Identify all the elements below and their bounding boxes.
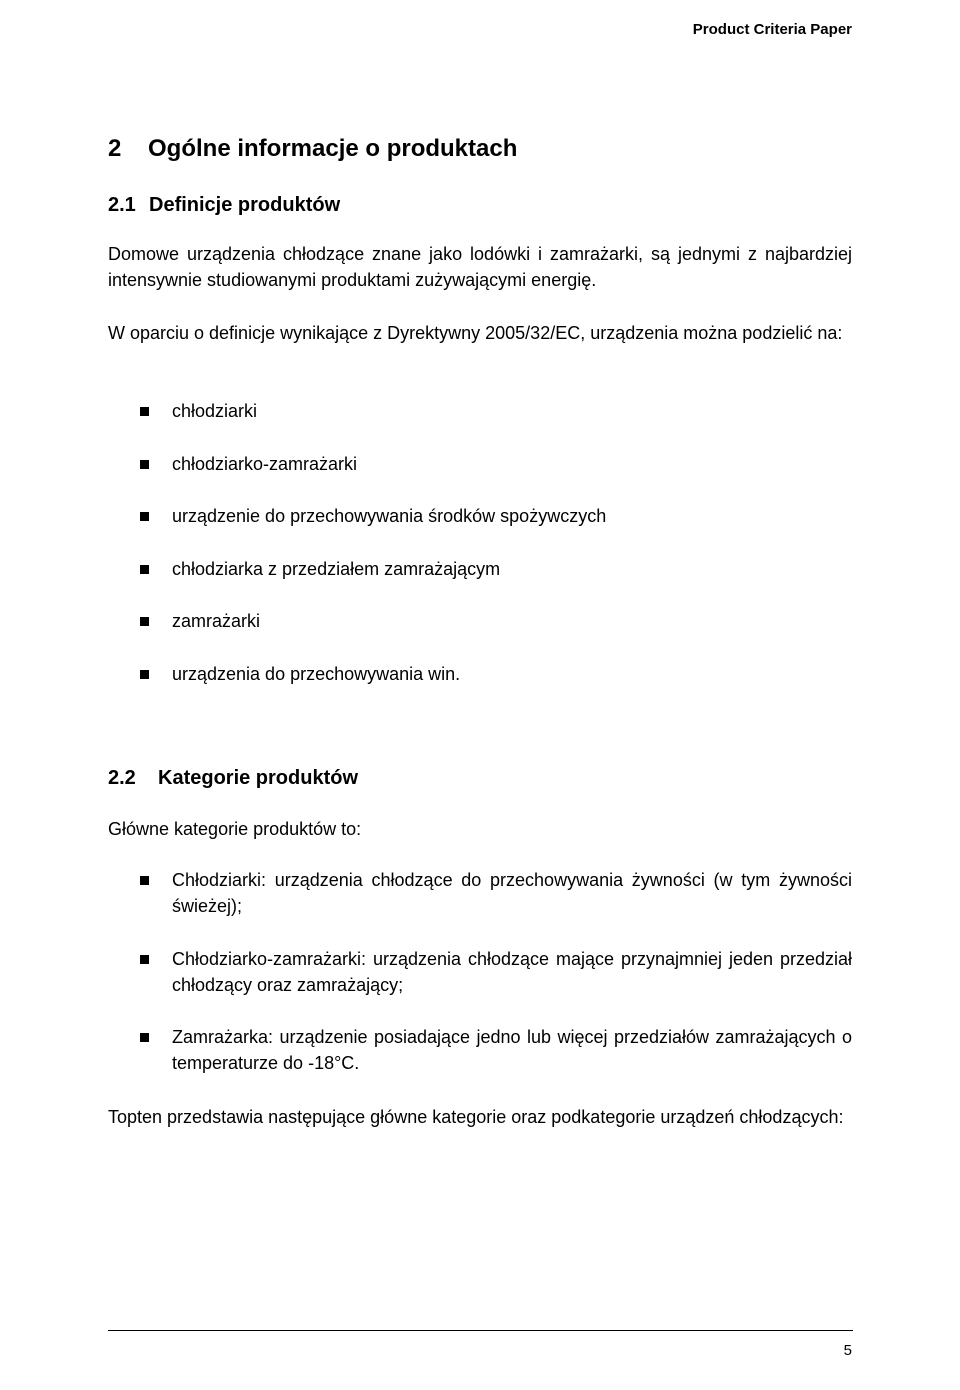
section-2-heading [108, 135, 517, 163]
bullet-icon [140, 670, 149, 679]
categories-intro: Główne kategorie produktów to: [108, 819, 362, 839]
page-number: 5 [843, 1342, 852, 1359]
definitions-list-item: chłodziarka z przedziałem zamrażającym [172, 559, 501, 579]
section-2-2-title: Kategorie produktów [158, 767, 359, 789]
definitions-list-item: urządzenie do przechowywania środków spożywczych [172, 506, 607, 526]
section-2-title: Ogólne informacje o produktach [148, 135, 518, 162]
bullet-icon [140, 955, 149, 964]
categories-list-item: Chłodziarko-zamrażarki: urządzenia chłodzące mające przynajmniej jeden przedział chłodzący oraz zamrażający; [172, 949, 852, 995]
section-2-number: 2 [108, 135, 122, 162]
bullet-icon [140, 1033, 149, 1042]
bullet-icon [140, 565, 149, 574]
section-2-2-number: 2.2 [108, 767, 136, 789]
categories-list-item: Chłodziarki: urządzenia chłodzące do przechowywania żywności (w tym żywności świeżej); [172, 870, 852, 916]
header-title: Product Criteria Paper [692, 21, 852, 38]
section-2-1-title: Definicje produktów [149, 194, 341, 216]
definitions-paragraph-2: W oparciu o definicje wynikające z Dyrektywny 2005/32/EC, urządzenia można podzielić na: [108, 323, 843, 343]
categories-outro: Topten przedstawia następujące główne kategorie oraz podkategorie urządzeń chłodzących: [108, 1107, 844, 1127]
section-2-1-number: 2.1 [108, 194, 136, 216]
bullet-icon [140, 460, 149, 469]
bullet-icon [140, 876, 149, 885]
definitions-list-item: urządzenia do przechowywania win. [172, 664, 461, 684]
section-2-2-heading [108, 767, 358, 790]
bullet-icon [140, 617, 149, 626]
bullet-icon [140, 512, 149, 521]
definitions-paragraph-1: Domowe urządzenia chłodzące znane jako lodówki i zamrażarki, są jednymi z najbardziej intensywnie studiowanymi produktami zużywającymi energię. [108, 244, 852, 290]
definitions-list-item: zamrażarki [172, 611, 261, 631]
bullet-icon [140, 407, 149, 416]
definitions-list-item: chłodziarki [172, 401, 258, 421]
footer-divider [108, 1330, 853, 1331]
definitions-list-item: chłodziarko-zamrażarki [172, 454, 358, 474]
section-2-1-heading [108, 194, 340, 217]
categories-list-item: Zamrażarka: urządzenie posiadające jedno lub więcej przedziałów zamrażających o temperaturze do -18°C. [172, 1027, 852, 1073]
